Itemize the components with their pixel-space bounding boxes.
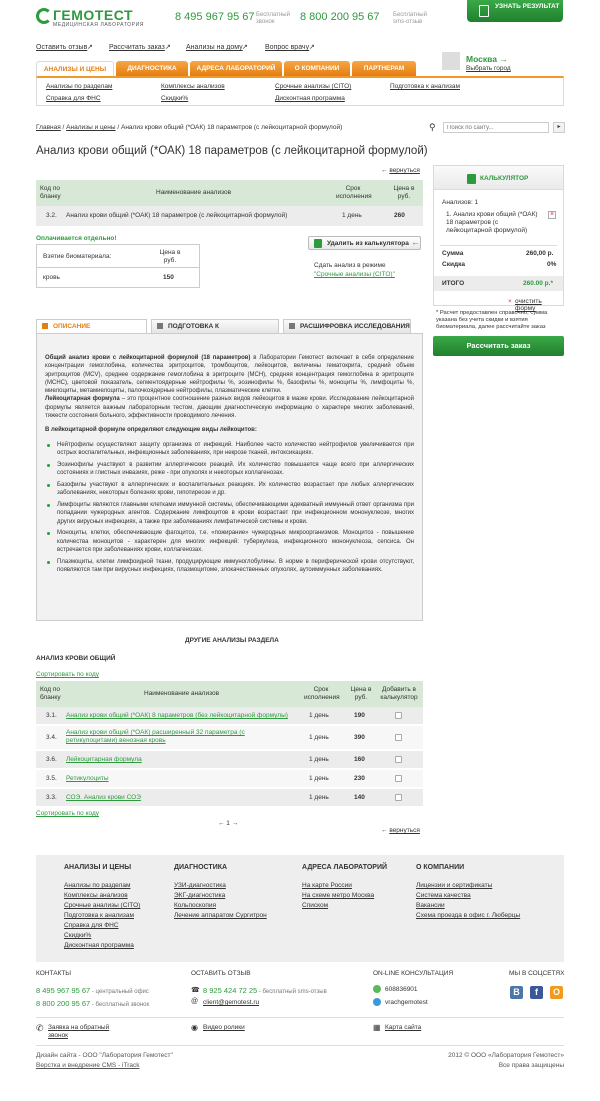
odnoklassniki-icon[interactable]: О [550,986,563,999]
footer-link[interactable]: Дисконтная программа [64,942,134,949]
check-result-label: УЗНАТЬ РЕЗУЛЬТАТ [495,3,560,10]
calc-total-label: ИТОГО [442,280,465,287]
footer-link[interactable]: Лицензии и сертификаты [416,882,493,889]
check-result-button[interactable] [467,0,563,22]
leukocyte-list [45,441,414,575]
cell-code: 3.1. [46,712,57,719]
footer-phone-free: 8 800 200 95 67 - бесплатный звонок [36,999,150,1008]
phone-icon: ☎ [191,987,200,994]
video-icon: ◉ [191,1023,198,1032]
list-item: Эозинофилы участвуют в развитии аллергических реакций. Их количество повышается чаще всего при аллергических состояниях и глистных инвазиях, реже - при опухолях и некоторых коллагенозах. [45,461,414,478]
sublink-discount-program[interactable]: Дисконтная программа [275,95,345,102]
cell-name: Анализ крови общий (*ОАК) 18 параметров (с лейкоцитарной формулой) [66,212,288,219]
email-icon: @ [191,998,199,1005]
th-term: Срок исполнения [336,185,372,200]
footer-sms: 8 925 424 72 25 - бесплатный sms-отзыв [203,986,327,995]
footer-col-title: ДИАГНОСТИКА [174,864,228,871]
toplink-review[interactable]: Оставить отзыв [36,44,88,51]
calc-total: 260.00 р.* [523,280,553,287]
social-title: МЫ В СОЦСЕТЯХ [509,970,565,977]
cell-price: 190 [354,712,365,719]
th-code: Код по бланку [40,686,61,701]
search-input[interactable] [443,122,549,133]
table-row [36,770,423,788]
th-add: Добавить в калькулятор [380,686,418,701]
cell-name-link[interactable]: Анализ крови общий (*ОАК) расширенный 32 параметра (с ретикулоцитами) венозная кровь [66,729,245,744]
city-name[interactable]: Москва → [466,54,508,64]
separate-payment-title: Оплачивается отдельно! [36,235,117,242]
cell-price: 140 [354,794,365,801]
cell-code: 3.5. [46,775,57,782]
list-item: Моноциты, клетки, обеспечивающие фагоцитоз, т.е. «пожирание» чужеродных микроорганизмов. Моноцитоз - повышение количества моноцитов - характерен для многих инфекций: туберкулеза, инфекционного мононуклеоза, сепсиса. Он встречается при заболеваниях крови, коллагенозах. [45,529,414,554]
cell-name-link[interactable]: СОЭ. Анализ крови СОЭ [66,794,141,801]
cell-code: 3.4. [46,734,57,741]
copyright: 2012 © ООО «Лаборатория Гемотест» [448,1052,564,1059]
th-name: Наименование анализов [144,690,220,697]
add-to-calc-checkbox[interactable] [395,734,402,741]
search-icon: ⚲ [429,122,436,132]
rights: Все права защищены [498,1062,564,1069]
document-icon [479,5,489,17]
cell-name-link[interactable]: Анализ крови общий (*ОАК) 8 параметров (без лейкоцитарной формулы) [66,712,288,719]
th-bio-price: Цена в руб. [159,249,181,264]
calc-item: 1. Анализ крови общий (*ОАК) 18 параметров (с лейкоцитарной формулой) [446,211,538,234]
footer-nav [36,855,564,962]
list-item: Базофилы участвуют в аллергических и воспалительных реакциях. Их количество возрастает при любых аллергических заболеваниях, некоторых болезнях крови, гипотиреозе и др. [45,481,414,498]
breadcrumb-current: Анализ крови общий (*ОАК) 18 параметров (с лейкоцитарной формулой) [120,124,343,131]
cell-term: 1 день [309,794,329,801]
tab-analyses[interactable]: АНАЛИЗЫ И ЦЕНЫ [36,61,114,76]
footer-col-title: О КОМПАНИИ [416,864,465,871]
phone-free-label: Бесплатный звонок [256,12,290,25]
footer-link[interactable]: Схема проезда в офис г. Люберцы [416,912,521,919]
add-to-calc-checkbox[interactable] [395,794,402,801]
bio-name: кровь [43,274,60,281]
description-panel [36,333,423,621]
biomaterial-table [36,244,200,288]
other-analyses-title: ДРУГИЕ АНАЛИЗЫ РАЗДЕЛА [185,637,279,644]
pager[interactable]: ← 1 → [218,820,239,827]
calculator-header [434,166,563,190]
footer-link[interactable]: Подготовка к анализам [64,912,134,919]
footer-link[interactable]: Вакансии [416,902,445,909]
arrow-left-icon: ← [411,237,420,247]
cell-name-link[interactable]: Ретикулоциты [66,775,109,782]
phone-main: 8 495 967 95 67 [175,11,255,23]
cell-term: 1 день [309,775,329,782]
tab-diagnostics[interactable]: ДИАГНОСТИКА [116,61,188,76]
cell-price: 230 [354,775,365,782]
sublink-preparation[interactable]: Подготовка к анализам [390,83,460,90]
calc-discount-label: Скидка [442,261,465,268]
table-row [36,206,423,226]
search-box [429,122,565,133]
footer-link[interactable]: Анализы по разделам [64,882,131,889]
footer-col-title: АДРЕСА ЛАБОРАТОРИЙ [302,864,388,871]
tab-marker-icon [42,323,48,329]
toplink-order[interactable]: Рассчитать заказ [109,44,165,51]
th-price: Цена в руб. [393,185,415,200]
tab-preparation[interactable]: ПОДГОТОВКА К [151,319,279,333]
back-link[interactable]: ← вернуться [381,167,420,174]
footer-link[interactable]: На карте России [302,882,352,889]
breadcrumb-home[interactable]: Главная [36,124,61,131]
table-row [36,707,423,725]
remove-label: Удалить из калькулятора [327,240,409,247]
cell-code: 3.6. [46,756,57,763]
th-name: Наименование анализов [156,189,232,196]
th-code: Код по бланку [40,185,61,200]
main-table-header [36,180,423,206]
footer-link[interactable]: Скидки% [64,932,92,939]
calc-count: Анализов: 1 [442,199,479,206]
footer-link[interactable]: УЗИ-диагностика [174,882,226,889]
page-title: Анализ крови общий (*ОАК) 18 параметров (с лейкоцитарной формулой) [36,145,428,157]
design-credit: Дизайн сайта - ООО "Лаборатория Гемотест" [36,1052,173,1059]
footer-link[interactable]: Лечение аппаратом Сургитрон [174,912,267,919]
add-to-calc-checkbox[interactable] [395,712,402,719]
logo-mark-icon[interactable] [36,8,52,24]
online-title: ON-LINE КОНСУЛЬТАЦИЯ [373,970,454,977]
tab-addresses[interactable]: АДРЕСА ЛАБОРАТОРИЙ [190,61,282,76]
footer-icq: 608836901 [385,986,418,993]
footer-link[interactable]: Кольпоскопия [174,902,217,909]
footer-link[interactable]: Система качества [416,892,471,899]
city-pick-link[interactable]: Выбрать город [466,65,511,72]
calc-sum: 260,00 р. [526,250,554,257]
phone-free: 8 800 200 95 67 [300,11,380,23]
sublink-cito[interactable]: Срочные анализы (CITO) [275,83,352,90]
calculate-order-button[interactable]: Рассчитать заказ [433,336,564,356]
cell-term: 1 день [309,712,329,719]
th-term: Срок исполнения [304,686,340,701]
footer-link[interactable]: Списком [302,902,329,909]
logo-subtitle: МЕДИЦИНСКАЯ ЛАБОРАТОРИЯ [53,22,144,28]
sitemap-link[interactable]: Карта сайта [385,1024,422,1031]
cell-code: 3.2. [46,212,57,219]
city-buildings-icon [442,52,460,70]
calc-sum-label: Сумма [442,250,464,257]
table-row [36,751,423,769]
facebook-icon[interactable]: f [530,986,543,999]
sms-label: Бесплатный sms-отзыв [393,12,427,25]
calculator-icon [314,239,322,248]
callback-link[interactable]: Заявка на обратный звонок [48,1024,110,1039]
tab-partners[interactable]: ПАРТНЕРАМ [352,61,416,76]
icq-icon [373,985,381,993]
review-title: ОСТАВИТЬ ОТЗЫВ [191,970,251,977]
cito-link[interactable]: "Срочные анализы (CITO)" [314,271,395,278]
sublink-complexes[interactable]: Комплексы анализов [161,83,225,90]
cell-price: 390 [354,734,365,741]
footer-link[interactable]: Справка для ФНС [64,922,119,929]
other-table-header [36,681,423,707]
remove-from-calc-button[interactable] [308,236,421,250]
list-item: Лимфоциты являются главными клетками иммунной системы, обеспечивающими адекватный иммунный ответ организма при попадании чужеродных агентов. Содержание лимфоцитов в крови возрастает при инфекционном мононуклеозе, многих других вирусных инфекциях, а также при заболеваниях лимфатической системы и крови. [45,501,414,526]
arrow-icon: ↗ [165,44,171,51]
calculator-title: КАЛЬКУЛЯТОР [480,175,529,182]
description-intro: Общий анализ крови с лейкоцитарной формулой (18 параметров) в Лаборатории Гемотест включает в себя определение концентрации гемоглобина, количества эритроцитов, тромбоцитов, лейкоцитов, величины гематокрита, средний объем эритроцитов (MCV), среднее содержание гемоглобина в эритроците (MCH), средняя концентрация гемоглобина в эритроците (MCHC), цветовой показатель, сегментоядерные нейтрофилы %, эозинофилы %, базофилы %, моноциты %, лимфоциты %, миелоциты, метамиелоциты, палочкоядерные нейтрофилы, плазматические клетки. [45,355,414,395]
bio-price: 150 [163,274,174,281]
arrow-icon: ↗ [87,44,93,51]
list-item: Нейтрофилы осуществляют защиту организма от инфекций. Наиболее часто количество нейтрофилов увеличивается при острых воспалительных, инфекционных заболеваниях, при некрозе тканей, интоксикациях. [45,441,414,458]
video-link[interactable]: Видео ролики [203,1024,245,1031]
toplink-doctor[interactable]: Вопрос врачу [265,44,310,51]
cell-term: 1 день [309,734,329,741]
table-row [36,726,423,750]
contacts-title: КОНТАКТЫ [36,970,72,977]
breadcrumb-analyses[interactable]: Анализы и цены [66,124,116,131]
arrow-icon: ↗ [242,44,248,51]
footer-link[interactable]: Комплексы анализов [64,892,128,899]
back-link-bottom[interactable]: ← вернуться [381,827,420,834]
breadcrumb: Главная / Анализы и цены / Анализ крови общий (*ОАК) 18 параметров (с лейкоцитарной формулой) [36,124,343,131]
add-to-calc-checkbox[interactable] [395,756,402,763]
footer-link[interactable]: Срочные анализы (CITO) [64,902,141,909]
th-price: Цена в руб. [350,686,372,701]
tab-marker-icon [289,323,295,329]
sublink-sections[interactable]: Анализы по разделам [46,83,113,90]
cell-price: 160 [354,756,365,763]
footer-skype: vrachgemotest [385,999,428,1006]
footer-email-link[interactable]: client@gemotest.ru [203,999,260,1006]
footer-phone-main: 8 495 967 95 67 - центральный офис [36,986,149,995]
th-biomaterial: Взятие биоматериала: [43,253,112,260]
cell-name-link[interactable]: Лейкоцитарная формула [66,756,142,763]
calc-discount: 0% [547,261,557,268]
sub-nav [36,76,564,106]
table-row [36,789,423,807]
clear-form-link[interactable]: очистить форму [515,298,542,312]
list-item: Плазмоциты, клетки лимфоидной ткани, продуцирующие иммуноглобулины. В норме в периферической крови отсутствуют, появляются там при вирусных инфекциях, плазмоцитоме, злокачественных опухолях, аутоиммунных заболеваниях. [45,558,414,575]
cell-price: 260 [394,212,405,219]
arrow-icon: ↗ [309,44,315,51]
section-title: АНАЛИЗ КРОВИ ОБЩИЙ [36,655,116,662]
cell-term: 1 день [309,756,329,763]
cito-label: Сдать анализ в режиме [314,262,386,269]
sort-by-code-link[interactable]: Сортировать по коду [36,671,100,678]
cms-credit-link[interactable]: Верстка и внедрение CMS - iTrack [36,1062,140,1069]
tab-marker-icon [157,323,163,329]
clear-icon: × [508,298,512,305]
add-to-calc-checkbox[interactable] [395,775,402,782]
description-formula: Лейкоцитарная формула – это процентное соотношение разных видов лейкоцитов в мазке крови. Исследование лейкоцитарной формулы является важным лабораторным тестом, дающим диагностическую информацию о характере многих заболеваний, тяжести состояния больного, эффективности проводимого лечения. [45,396,414,420]
skype-icon [373,998,381,1006]
logo-text[interactable]: ГЕМОТЕСТ [53,7,134,23]
description-subhead: В лейкоцитарной формуле определяют следующие виды лейкоцитов: [45,427,257,434]
callback-phone-icon: ✆ [36,1023,44,1033]
cell-term: 1 день [342,212,362,219]
sitemap-icon: ▦ [373,1023,381,1032]
cell-code: 3.3. [46,794,57,801]
calculator-icon [467,174,476,184]
sublink-discounts[interactable]: Скидки% [161,95,189,102]
calculator-panel [433,165,564,312]
sort-by-code-link-bottom[interactable]: Сортировать по коду [36,810,100,817]
calc-note: * Расчет предоставлен справочно, сумма указана без учета скидки и взятия биоматериала, далее рассчитайте заказ [436,310,548,330]
footer-link[interactable]: ЭКГ-диагностика [174,892,226,899]
toplink-home[interactable]: Анализы на дому [186,44,243,51]
footer-link[interactable]: На схеме метро Москва [302,892,375,899]
remove-item-icon[interactable]: × [549,211,555,218]
search-submit-button[interactable]: ▸ [553,122,565,133]
footer-col-title: АНАЛИЗЫ И ЦЕНЫ [64,864,132,871]
tab-company[interactable]: О КОМПАНИИ [284,61,350,76]
vk-icon[interactable]: В [510,986,523,999]
tab-decoding[interactable]: РАСШИФРОВКА ИССЛЕДОВАНИЯ [283,319,411,333]
sublink-fns[interactable]: Справка для ФНС [46,95,101,102]
tab-description[interactable]: ОПИСАНИЕ [36,319,147,333]
